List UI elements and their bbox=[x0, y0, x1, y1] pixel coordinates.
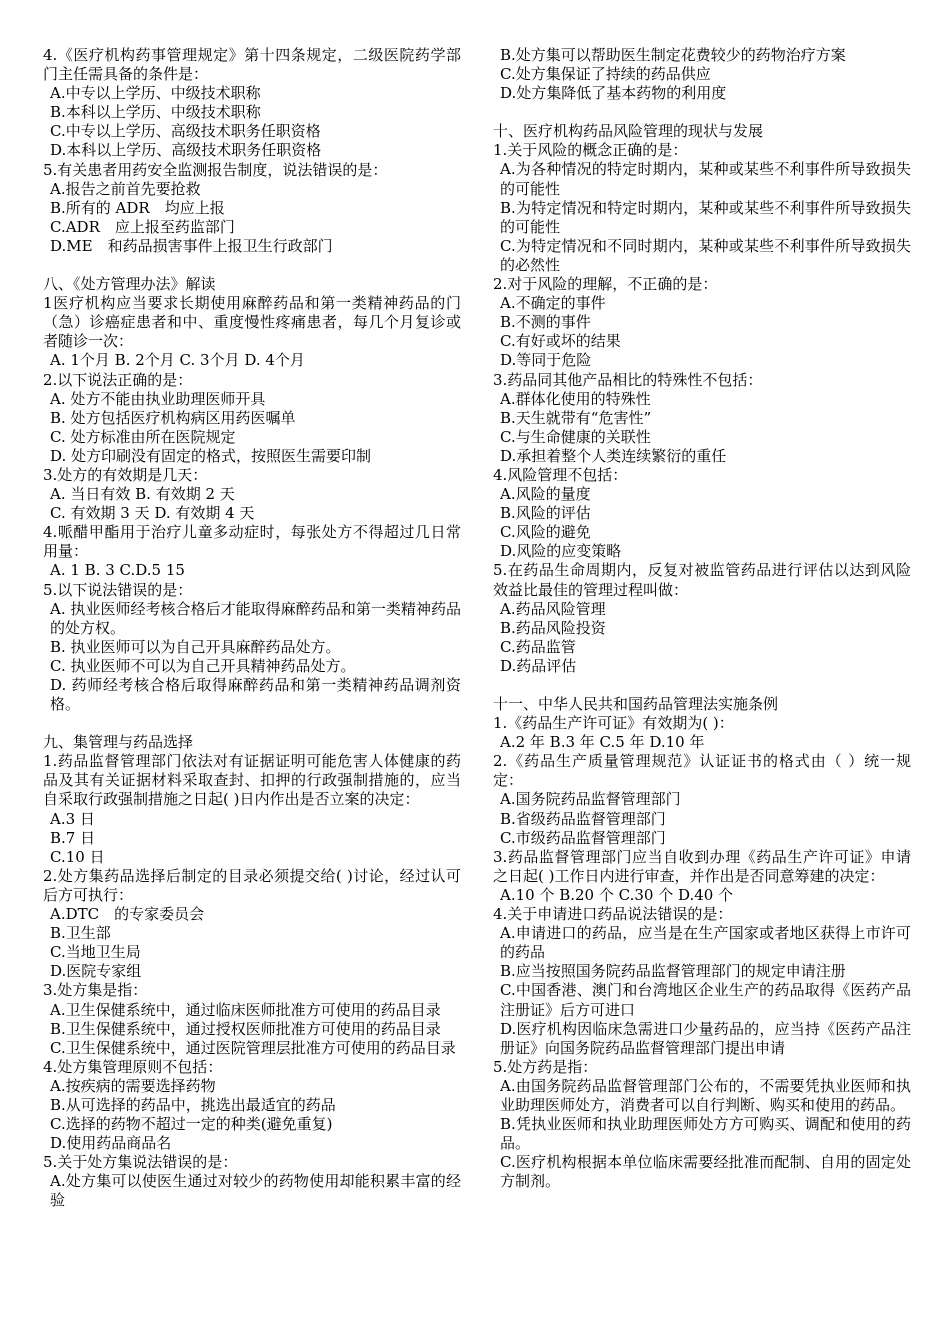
question-text: 1医疗机构应当要求长期使用麻醉药品和第一类精神药品的门（急）诊癌症患者和中、重度慢性疼痛患者，每几个月复诊或者随诊一次： bbox=[43, 294, 461, 351]
answer-option: C.药品监管 bbox=[500, 637, 576, 656]
question-text: 4.风险管理不包括： bbox=[493, 465, 628, 484]
answer-option: C.10 日 bbox=[50, 847, 105, 866]
answer-option: A.报告之前首先要抢救 bbox=[50, 179, 201, 198]
answer-option: A.卫生保健系统中，通过临床医师批准方可使用的药品目录 bbox=[50, 1000, 441, 1019]
question-text: 4.处方集管理原则不包括： bbox=[43, 1057, 223, 1076]
answer-option: B.为特定情况和特定时期内，某种或某些不利事件所导致损失的可能性 bbox=[500, 198, 911, 236]
question-text: 4.关于申请进口药品说法错误的是： bbox=[493, 905, 733, 924]
answer-option: C.风险的避免 bbox=[500, 523, 591, 542]
answer-option: A.风险的量度 bbox=[500, 485, 591, 504]
answer-option: C.中专以上学历、高级技术职务任职资格 bbox=[50, 122, 321, 141]
question-text: 5.在药品生命周期内，反复对被监管药品进行评估以达到风险效益比最佳的管理过程叫做： bbox=[493, 561, 911, 599]
answer-option: D.等同于危险 bbox=[500, 351, 592, 370]
answer-option: D.处方集降低了基本药物的利用度 bbox=[500, 84, 727, 103]
answer-option: A. 执业医师经考核合格后才能取得麻醉药品和第一类精神药品的处方权。 bbox=[50, 599, 461, 637]
answer-option: A. 1 B. 3 C.D.5 15 bbox=[50, 561, 185, 580]
left-column bbox=[43, 46, 461, 1211]
question-text: 5.关于处方集说法错误的是： bbox=[43, 1153, 238, 1172]
answer-option: B.凭执业医师和执业助理医师处方方可购买、调配和使用的药品。 bbox=[500, 1115, 911, 1153]
question-text: 2.处方集药品选择后制定的目录必须提交给( )讨论，经过认可后方可执行： bbox=[43, 866, 461, 904]
answer-option: D. 处方印刷没有固定的格式，按照医生需要印制 bbox=[50, 446, 372, 465]
answer-option: A.国务院药品监督管理部门 bbox=[500, 790, 681, 809]
answer-option: D.使用药品商品名 bbox=[50, 1134, 172, 1153]
answer-option: C.市级药品监督管理部门 bbox=[500, 828, 666, 847]
answer-option: B.所有的 ADR 均应上报 bbox=[50, 198, 225, 217]
question-text: 5.以下说法错误的是： bbox=[43, 580, 193, 599]
answer-option: B.本科以上学历、中级技术职称 bbox=[50, 103, 261, 122]
answer-option: C. 处方标准由所在医院规定 bbox=[50, 427, 236, 446]
answer-option: D. 药师经考核合格后取得麻醉药品和第一类精神药品调剂资格。 bbox=[50, 676, 461, 714]
answer-option: D.医疗机构因临床急需进口少量药品的，应当持《医药产品注册证》向国务院药品监督管理部门提出申请 bbox=[500, 1019, 911, 1057]
answer-option: A.DTC 的专家委员会 bbox=[50, 905, 205, 924]
answer-option: B.处方集可以帮助医生制定花费较少的药物治疗方案 bbox=[500, 46, 846, 64]
question-text: 4.《医疗机构药事管理规定》第十四条规定，二级医院药学部门主任需具备的条件是： bbox=[43, 46, 461, 84]
answer-option: C. 执业医师不可以为自己开具精神药品处方。 bbox=[50, 656, 356, 675]
answer-option: B.卫生保健系统中，通过授权医师批准方可使用的药品目录 bbox=[50, 1019, 441, 1038]
answer-option: A.由国务院药品监督管理部门公布的，不需要凭执业医师和执业助理医师处方，消费者可以自行判断、购买和使用的药品。 bbox=[500, 1076, 911, 1114]
answer-option: C.ADR 应上报至药监部门 bbox=[50, 217, 235, 236]
question-text: 3.处方的有效期是几天： bbox=[43, 465, 208, 484]
right-column bbox=[493, 46, 911, 1191]
question-text: 2.《药品生产质量管理规范》认证证书的格式由（ ）统一规定： bbox=[493, 752, 911, 790]
question-text: 1.药品监督管理部门依法对有证据证明可能危害人体健康的药品及其有关证据材料采取查封、扣押的行政强制措施的，应当自采取行政强制措施之日起( )日内作出是否立案的决定： bbox=[43, 752, 461, 809]
answer-option: D.本科以上学历、高级技术职务任职资格 bbox=[50, 141, 322, 160]
answer-option: D.药品评估 bbox=[500, 656, 577, 675]
answer-option: D.ME 和药品损害事件上报卫生行政部门 bbox=[50, 236, 333, 255]
answer-option: B.卫生部 bbox=[50, 924, 111, 943]
section-title: 十、医疗机构药品风险管理的现状与发展 bbox=[493, 122, 764, 141]
question-text: 1.关于风险的概念正确的是： bbox=[493, 141, 688, 160]
section-title: 十一、中华人民共和国药品管理法实施条例 bbox=[493, 695, 779, 713]
answer-option: D.医院专家组 bbox=[50, 962, 142, 981]
answer-option: C.卫生保健系统中，通过医院管理层批准方可使用的药品目录 bbox=[50, 1038, 456, 1057]
answer-option: A.申请进口的药品，应当是在生产国家或者地区获得上市许可的药品 bbox=[500, 924, 911, 962]
answer-option: A.不确定的事件 bbox=[500, 294, 606, 313]
answer-option: B. 处方包括医疗机构病区用药医嘱单 bbox=[50, 408, 296, 427]
answer-option: A.2 年 B.3 年 C.5 年 D.10 年 bbox=[500, 733, 705, 752]
question-text: 3.处方集是指： bbox=[43, 981, 148, 1000]
answer-option: A.3 日 bbox=[50, 809, 95, 828]
answer-option: A.中专以上学历、中级技术职称 bbox=[50, 84, 261, 103]
answer-option: A.按疾病的需要选择药物 bbox=[50, 1076, 216, 1095]
answer-option: D.风险的应变策略 bbox=[500, 542, 622, 561]
answer-option: C.医疗机构根据本单位临床需要经批准而配制、自用的固定处方制剂。 bbox=[500, 1153, 911, 1191]
question-text: 1.《药品生产许可证》有效期为( )： bbox=[493, 714, 734, 733]
answer-option: A. 当日有效 B. 有效期 2 天 bbox=[50, 485, 235, 504]
answer-option: B.天生就带有“危害性” bbox=[500, 408, 652, 427]
answer-option: C.处方集保证了持续的药品供应 bbox=[500, 65, 711, 84]
answer-option: C.选择的药物不超过一定的种类(避免重复) bbox=[50, 1115, 333, 1134]
section-spacer bbox=[493, 676, 911, 695]
section-title: 八、《处方管理办法》解读 bbox=[43, 275, 216, 294]
answer-option: B.应当按照国务院药品监督管理部门的规定申请注册 bbox=[500, 962, 846, 981]
answer-option: B. 执业医师可以为自己开具麻醉药品处方。 bbox=[50, 637, 341, 656]
answer-option: A. 处方不能由执业助理医师开具 bbox=[50, 389, 266, 408]
answer-option: A. 1个月 B. 2个月 C. 3个月 D. 4个月 bbox=[50, 351, 305, 370]
answer-option: C.中国香港、澳门和台湾地区企业生产的药品取得《医药产品注册证》后方可进口 bbox=[500, 981, 911, 1019]
answer-option: A.群体化使用的特殊性 bbox=[500, 389, 651, 408]
answer-option: A.药品风险管理 bbox=[500, 599, 606, 618]
section-title: 九、集管理与药品选择 bbox=[43, 733, 194, 752]
question-text: 3.药品监督管理部门应当自收到办理《药品生产许可证》申请之日起( )工作日内进行审查，并作出是否同意筹建的决定： bbox=[493, 847, 911, 885]
question-text: 5.处方药是指： bbox=[493, 1057, 598, 1076]
answer-option: A.处方集可以使医生通过对较少的药物使用却能积累丰富的经验 bbox=[50, 1172, 461, 1210]
answer-option: A.为各种情况的特定时期内，某种或某些不利事件所导致损失的可能性 bbox=[500, 160, 911, 198]
answer-option: D.承担着整个人类连续繁衍的重任 bbox=[500, 446, 727, 465]
answer-option: B.药品风险投资 bbox=[500, 618, 606, 637]
answer-option: C.当地卫生局 bbox=[50, 943, 141, 962]
answer-option: B.从可选择的药品中，挑选出最适宜的药品 bbox=[50, 1095, 336, 1114]
answer-option: A.10 个 B.20 个 C.30 个 D.40 个 bbox=[500, 885, 734, 904]
answer-option: B.7 日 bbox=[50, 828, 96, 847]
answer-option: C. 有效期 3 天 D. 有效期 4 天 bbox=[50, 504, 255, 523]
answer-option: C.与生命健康的关联性 bbox=[500, 427, 651, 446]
section-spacer bbox=[43, 256, 461, 275]
answer-option: B.省级药品监督管理部门 bbox=[500, 809, 666, 828]
answer-option: C.有好或坏的结果 bbox=[500, 332, 621, 351]
question-text: 2.以下说法正确的是： bbox=[43, 370, 193, 389]
question-text: 5.有关患者用药安全监测报告制度，说法错误的是： bbox=[43, 160, 388, 179]
section-spacer bbox=[43, 714, 461, 733]
section-spacer bbox=[493, 103, 911, 122]
answer-option: B.不测的事件 bbox=[500, 313, 591, 332]
question-text: 3.药品同其他产品相比的特殊性不包括： bbox=[493, 370, 763, 389]
question-text: 4.哌醋甲酯用于治疗儿童多动症时，每张处方不得超过几日常用量： bbox=[43, 523, 461, 561]
question-text: 2.对于风险的理解，不正确的是： bbox=[493, 275, 718, 294]
answer-option: B.风险的评估 bbox=[500, 504, 591, 523]
answer-option: C.为特定情况和不同时期内，某种或某些不利事件所导致损失的必然性 bbox=[500, 236, 911, 274]
